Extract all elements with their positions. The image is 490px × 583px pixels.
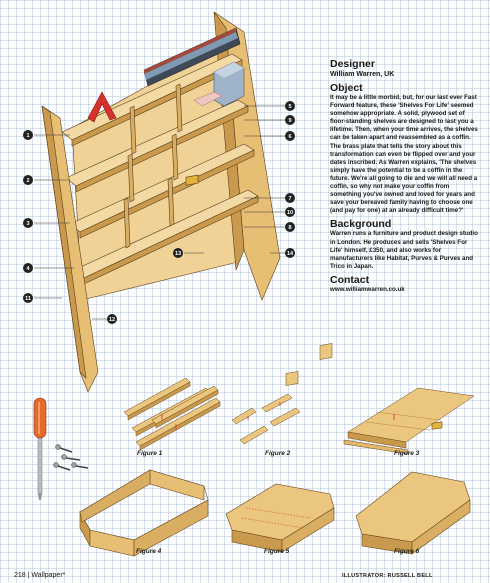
background-text: Warren runs a furniture and product design studio in London. He produces and sells 'Shelves For Life' himself, £350, and also works for manufacturers like Habitat, Purves & Purves and Trico in Japan.: [330, 230, 478, 270]
callout-8: [285, 222, 295, 232]
callout-13: [173, 248, 183, 258]
svg-text:12: 12: [108, 317, 116, 323]
figure-2-pieces: [232, 343, 332, 444]
callout-10: [285, 207, 295, 217]
screws-icon: [54, 445, 89, 471]
svg-text:10: 10: [286, 210, 294, 216]
svg-text:13: 13: [174, 251, 182, 257]
svg-text:4: 4: [26, 266, 30, 272]
illustrator-credit: ILLUSTRATOR: RUSSELL BELL: [342, 573, 433, 579]
svg-text:7: 7: [288, 196, 292, 202]
figure-5-assembly: [226, 484, 334, 552]
page-number: 218: [14, 572, 26, 579]
figure-1-planks: [124, 378, 220, 450]
callout-3: [23, 218, 33, 228]
svg-text:6: 6: [288, 134, 292, 140]
contact-heading: Contact: [330, 273, 370, 286]
callout-4: [23, 263, 33, 273]
callout-2: [23, 175, 33, 185]
figure-2-caption: Figure 2: [265, 450, 291, 457]
figure-1-caption: Figure 1: [137, 450, 163, 457]
figure-6-caption: Figure 6: [394, 548, 420, 555]
svg-text:1: 1: [26, 133, 30, 139]
object-text: It may be a little morbid, but, for our last ever Fast Forward feature, these 'Shelves For Life' seemed somehow appropriate. A solid, plywood set of floor-standing shelves are designed to last you a lifetime. Then, when your time arrives, the shelves can be taken apart and reassembled as a coffin. The brass plate that tells the story about this transformation can even be flipped over and your dates inscribed. As Warren explains, 'The shelves simply have the potential to be a coffin in the future. We're all going to die and we will all need a coffin, so why not make your coffin from something you've owned and loved for years and save your bereaved family having to choose one (and pay for one) at an already difficult time?': [330, 94, 478, 215]
svg-text:2: 2: [26, 178, 30, 184]
callout-14: [285, 248, 295, 258]
callout-12: [107, 314, 117, 324]
screwdriver-icon: [34, 398, 46, 500]
svg-text:14: 14: [286, 251, 294, 257]
magazine-name: Wallpaper*: [31, 572, 66, 579]
callout-9: [285, 115, 295, 125]
svg-text:5: 5: [288, 104, 292, 110]
letter-ornament: [0, 0, 116, 122]
designer-heading: Designer: [330, 58, 375, 70]
shelf-letter: A: [0, 0, 1, 1]
callout-11: [23, 293, 33, 303]
figure-5-caption: Figure 5: [264, 548, 290, 555]
page-footer: 218 | Wallpaper*: [14, 572, 66, 579]
figure-3-caption: Figure 3: [394, 450, 420, 457]
svg-text:8: 8: [288, 225, 292, 231]
callout-7: [285, 193, 295, 203]
svg-text:11: 11: [25, 296, 31, 302]
figure-4-caption: Figure 4: [136, 548, 162, 555]
svg-text:9: 9: [288, 118, 292, 124]
article-text: [330, 58, 480, 297]
figure-4-frame: [80, 470, 208, 556]
figure-3-base: [344, 388, 474, 454]
callout-5: [285, 101, 295, 111]
callout-6: [285, 131, 295, 141]
callout-1: [23, 130, 33, 140]
object-heading: Object: [330, 82, 363, 94]
contact-url[interactable]: www.williamwarren.co.uk: [330, 285, 405, 293]
designer-name: William Warren, UK: [330, 71, 395, 78]
svg-text:3: 3: [26, 221, 30, 227]
background-heading: Background: [330, 218, 392, 231]
